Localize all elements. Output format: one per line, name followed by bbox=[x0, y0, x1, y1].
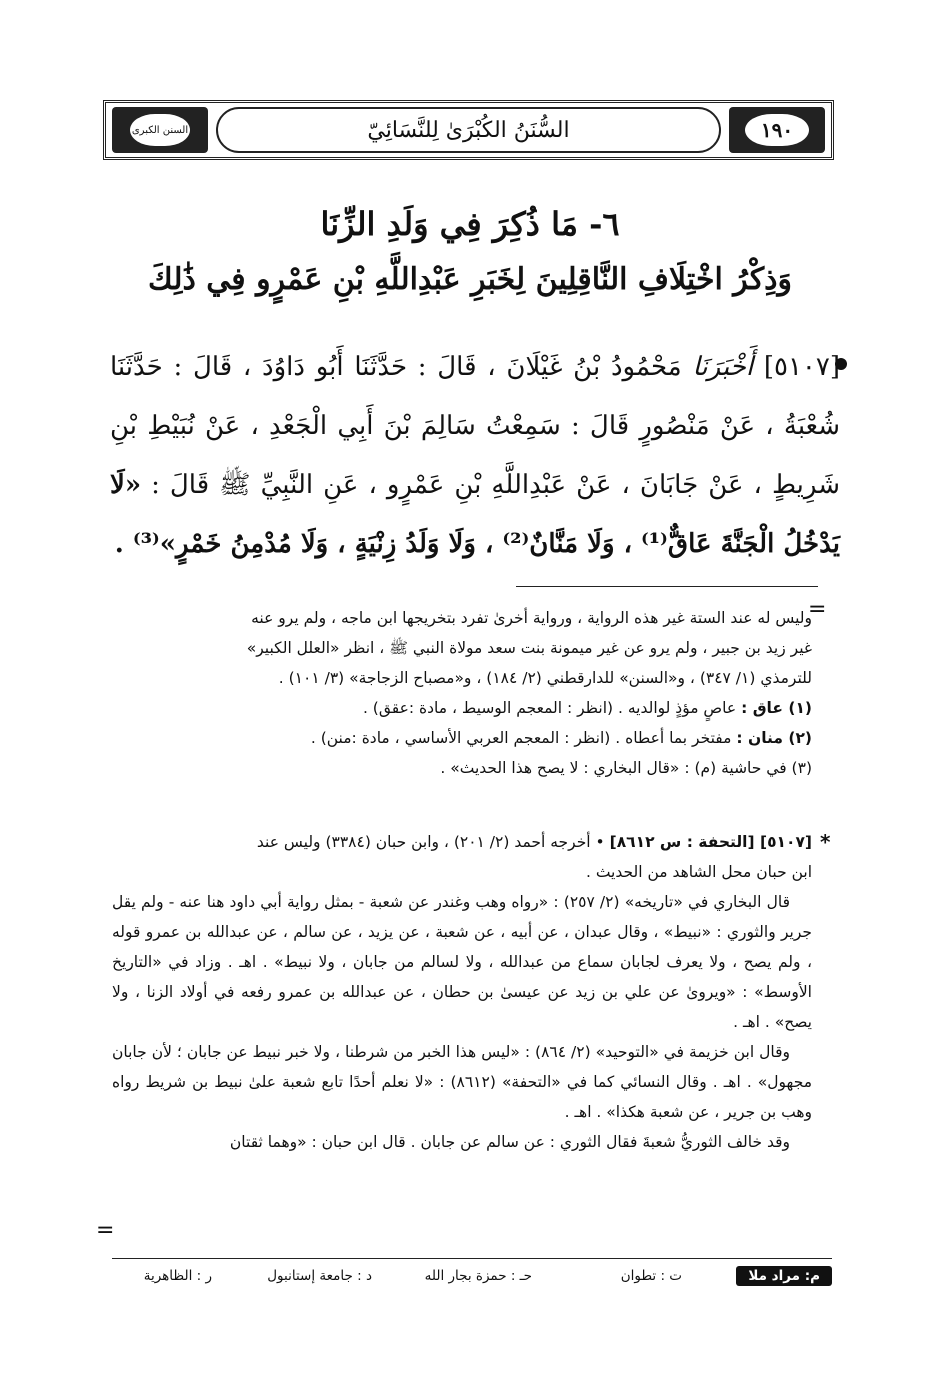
siglum-m-badge: م: مراد ملا bbox=[736, 1266, 832, 1286]
footnote-separator bbox=[516, 586, 818, 587]
book-logo-ornament bbox=[112, 107, 208, 153]
hadith-matn: «لَا يَدْخُلُ الْجَنَّةَ عَاقٌّ⁽¹⁾ ، وَلَا مَنَّانٌ⁽²⁾ ، وَلَا وَلَدُ زِنْيَةٍ ، وَلَا مُدْمِنُ خَمْرٍ»⁽³⁾ . bbox=[110, 470, 840, 559]
takhrij-line-1: • أخرجه أحمد (٢/ ٢٠١) ، وابن حبان (٣٣٨٤) وليس عند bbox=[256, 833, 605, 851]
hadith-isnad: مَحْمُودُ بْنُ غَيْلَانَ ، قَالَ : حَدَّثَنَا أَبُو دَاوُدَ ، قَالَ : حَدَّثَنَا شُعْبَةُ ، عَنْ مَنْصُورٍ قَالَ : سَمِعْتُ سَالِمَ بْنَ أَبِي الْجَعْدِ ، عَنْ نُبَيْطِ بْنِ شَرِيطٍ ، عَنْ جَابَانَ ، عَنْ عَبْدِاللَّهِ بْنِ عَمْرٍو ، عَنِ النَّبِيِّ ﷺ قَالَ : bbox=[110, 352, 840, 500]
book-title: السُّنَنُ الكُبْرَىٰ لِلنَّسَائِيّ bbox=[367, 117, 570, 143]
takhrij-label: [٥١٠٧] [التحفة : س ٨٦١٢] bbox=[609, 833, 812, 851]
siglum-h: حـ : حمزة بجار الله bbox=[424, 1268, 532, 1284]
footnote-continuation-3: للترمذي (١/ ٣٤٧) ، و«السنن» للدارقطني (٢/ ١٨٤) ، و«مصباح الزجاجة» (٣/ ١٠١) . bbox=[278, 669, 812, 687]
page-number-ornament bbox=[729, 107, 825, 153]
hadith-number: [٥١٠٧] bbox=[763, 352, 840, 382]
takhrij-paragraph-2: وقال ابن خزيمة في «التوحيد» (٢/ ٨٦٤) : «ليس هذا الخبر من شرطنا ، ولا خبر نبيط عن جابان ؛ لأن جابان مجهول» . اهـ . وقال النسائي كما في «التحفة» (٨٦١٢) : «لا نعلم أحدًا تابع شعبة علىٰ نبيط بن شريط رواه وهب بن جرير ، عن شعبة هكذا» . اهـ . bbox=[112, 1043, 813, 1121]
book-logo: السنن الكبرى bbox=[130, 114, 190, 146]
takhrij-paragraph-3: وقد خالف الثوريُّ شعبةَ فقال الثوري : عن سالم عن جابان . قال ابن حبان : «وهما ثقتان bbox=[229, 1133, 790, 1151]
manuscript-sigla-bar bbox=[112, 1264, 832, 1290]
chapter-title: ٦- مَا ذُكِرَ فِي وَلَدِ الزِّنَا bbox=[320, 205, 620, 243]
takhrij-line-2: ابن حبان محل الشاهد من الحديث . bbox=[585, 863, 812, 881]
page-number-cartouche bbox=[745, 114, 809, 146]
footnote-continuation-2: غير زيد بن جبير ، ولم يرو عن غير ميمونة بنت سعد مولاة النبي ﷺ ، انظر «العلل الكبير» bbox=[246, 639, 812, 657]
continuation-mark-bottom: = bbox=[96, 1218, 115, 1243]
siglum-r: ر : الظاهرية bbox=[143, 1268, 212, 1284]
bottom-rule bbox=[112, 1258, 832, 1259]
chapter-subtitle: وَذِكْرُ اخْتِلَافِ النَّاقِلِينَ لِخَبَرِ عَبْدِاللَّهِ بْنِ عَمْرٍو فِي ذَٰلِكَ bbox=[148, 262, 792, 297]
header-banner bbox=[216, 107, 721, 153]
siglum-t: ت : تطوان bbox=[620, 1268, 682, 1284]
footnote-continuation-1: وليس له عند الستة غير هذه الرواية ، ورواية أخرىٰ تفرد بتخريجها ابن ماجه ، ولم يرو عنه bbox=[251, 609, 812, 627]
footnote-1 bbox=[112, 693, 812, 723]
hadith-text bbox=[110, 338, 840, 574]
takhrij-header bbox=[112, 827, 812, 857]
footnote-2 bbox=[112, 723, 812, 753]
takhrij bbox=[112, 827, 812, 1157]
footnote-1-text: عاصٍ مؤذٍ لوالديه . (انظر : المعجم الوسيط ، مادة :عقق) . bbox=[362, 699, 737, 717]
page-header bbox=[103, 100, 834, 160]
continuation-mark-top: = bbox=[808, 597, 827, 622]
footnote-1-label: (١) عاق : bbox=[741, 699, 812, 717]
page-number: ١٩٠ bbox=[760, 118, 794, 142]
footnote-2-text: مفتخر بما أعطاه . (انظر : المعجم العربي الأساسي ، مادة :منن) . bbox=[310, 729, 732, 747]
takhrij-paragraph-1: قال البخاري في «تاريخه» (٢/ ٢٥٧) : «رواه وهب وغندر عن شعبة - بمثل رواية أبي داود هنا عنه - ولم يقل جرير والثوري : «نبيط» ، وقال عبدان ، عن أبيه ، عن شعبة ، عن يزيد ، عن سالم ، عن عبدالله بن عمرو قوله ، ولم يصح ، ولا يعرف لجابان سماع من عبدالله ، ولا لسالم من جابان ، ولا نبيط» . اهـ . وزاد في «التاريخ الأوسط» : «ويروىٰ عن علي بن زيد عن عيسىٰ بن حطان ، عن عبدالله بن عمرو رفعه في أولاد الزنا ، ولا يصح» . اهـ . bbox=[112, 893, 812, 1031]
footnote-2-label: (٢) منان : bbox=[736, 729, 812, 747]
footnote-3: (٣) في حاشية (م) : «قال البخاري : لا يصح هذا الحديث» . bbox=[440, 759, 812, 777]
asterisk-icon: * bbox=[820, 830, 831, 854]
akhbarana-word: أَخْبَرَنَا bbox=[692, 352, 754, 382]
siglum-d: د : جامعة إستانبول bbox=[267, 1268, 372, 1284]
footnotes bbox=[112, 603, 812, 783]
